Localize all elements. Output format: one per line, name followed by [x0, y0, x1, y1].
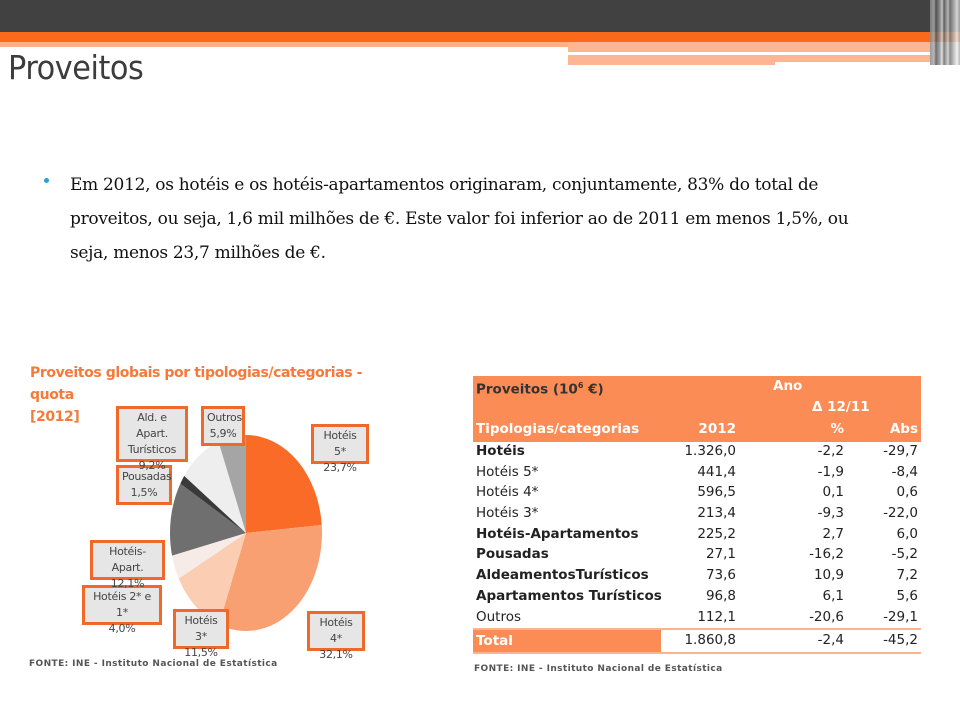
label-name: Hotéis-Apart.	[109, 545, 146, 574]
cell-category: AldeamentosTurísticos	[476, 567, 649, 584]
cell-2012: 96,8	[705, 587, 736, 604]
cell-pct: -9,3	[817, 505, 844, 522]
cell-2012: 213,4	[697, 505, 736, 522]
label-name: Ald. e Apart.	[136, 411, 168, 440]
cell-2012: 112,1	[697, 608, 736, 625]
table-total-row	[473, 628, 921, 654]
table-source: FONTE: INE - Instituto Nacional de Estatística	[474, 664, 723, 674]
chart-title-line1: Proveitos globais por tipologias/categorias - quota	[30, 365, 363, 403]
table-row	[473, 442, 921, 463]
label-name: Pousadas	[122, 470, 172, 483]
table-row	[473, 525, 921, 546]
cell-abs: -29,7	[883, 443, 918, 459]
cell-category: Hotéis-Apartamentos	[476, 525, 639, 542]
label-value: 1,5%	[130, 486, 158, 499]
col-pct: %	[830, 421, 844, 437]
label-value: 12,1%	[110, 577, 145, 590]
cell-abs: 6,0	[896, 525, 918, 542]
total-2012: 1.860,8	[684, 632, 736, 649]
label-ald-apart-turisticos	[116, 406, 188, 472]
label-value: 4,0%	[108, 622, 136, 635]
table-row	[473, 587, 921, 608]
cell-pct: 6,1	[822, 587, 844, 604]
label-name: Hotéis 2* e 1*	[93, 590, 151, 619]
label-hoteis-5	[311, 424, 369, 474]
label-value: 5,9%	[209, 427, 237, 440]
cell-2012: 596,5	[697, 484, 736, 501]
table-row	[473, 504, 921, 525]
header-ano: Ano	[773, 378, 803, 394]
chart-source: FONTE: INE - Instituto Nacional de Estatística	[29, 659, 278, 669]
cell-2012: 225,2	[697, 525, 736, 542]
bullet-text: Em 2012, os hotéis e os hotéis-apartamentos originaram, conjuntamente, 83% do total de proveitos, ou seja, 1,6 mil milhões de €. Este valor foi inferior ao de 2011 em menos 1,5%, ou seja, menos 23,7 milhões de €.	[70, 175, 849, 263]
table-row	[473, 483, 921, 504]
header-delta: Δ 12/11	[812, 399, 870, 415]
table-header	[473, 376, 921, 442]
cell-category: Pousadas	[476, 546, 549, 563]
label-value: 11,5%	[184, 646, 218, 659]
cell-abs: -29,1	[883, 608, 918, 625]
label-hoteis-4	[307, 611, 365, 661]
cell-pct: -16,2	[809, 546, 844, 563]
label-name-line2: Turísticos	[127, 443, 177, 456]
cell-pct: -1,9	[817, 463, 844, 480]
cell-abs: -22,0	[883, 505, 918, 522]
cell-category: Hotéis 3*	[476, 505, 539, 522]
cell-2012: 1.326,0	[684, 443, 736, 459]
total-abs: -45,2	[883, 632, 918, 649]
label-name: Outros	[207, 411, 242, 424]
col-2012: 2012	[698, 421, 736, 437]
cell-pct: -2,2	[817, 443, 844, 459]
table-row	[473, 608, 921, 629]
cell-category: Outros	[476, 608, 522, 625]
label-name: Hotéis 4*	[319, 616, 353, 645]
cell-pct: -20,6	[809, 608, 844, 625]
cell-2012: 27,1	[705, 546, 736, 563]
table-title: Proveitos ($10^6$ €)	[476, 381, 604, 398]
cell-abs: 7,2	[896, 567, 918, 584]
label-hoteis-3	[173, 609, 229, 659]
cell-pct: 2,7	[822, 525, 844, 542]
col-category: Tipologias/categorias	[476, 421, 640, 437]
label-value: 9,2%	[138, 459, 166, 472]
cell-category: Hotéis 4*	[476, 484, 539, 501]
table-row	[473, 566, 921, 587]
cell-2012: 73,6	[705, 567, 736, 584]
cell-2012: 441,4	[697, 463, 736, 480]
cell-category: Hotéis	[476, 443, 525, 459]
data-table	[473, 376, 921, 654]
total-label: Total	[473, 630, 661, 652]
cell-abs: -5,2	[891, 546, 918, 563]
col-abs: Abs	[889, 421, 918, 437]
label-value: 23,7%	[323, 461, 357, 474]
label-value: 32,1%	[319, 648, 353, 661]
label-name: Hotéis 5*	[323, 429, 357, 458]
table-row	[473, 545, 921, 566]
chart-title-line2: [2012]	[30, 409, 80, 425]
cell-abs: -8,4	[891, 463, 918, 480]
cell-abs: 5,6	[896, 587, 918, 604]
cell-pct: 10,9	[813, 567, 844, 584]
cell-abs: 0,6	[896, 484, 918, 501]
label-outros	[201, 406, 245, 446]
cell-pct: 0,1	[822, 484, 844, 501]
label-name: Hotéis 3*	[184, 614, 218, 643]
slide-title: Proveitos	[8, 48, 144, 87]
cell-category: Hotéis 5*	[476, 463, 539, 480]
table-row	[473, 463, 921, 484]
total-pct: -2,4	[817, 632, 844, 649]
cell-category: Apartamentos Turísticos	[476, 587, 662, 604]
label-hoteis-apart	[90, 540, 165, 590]
